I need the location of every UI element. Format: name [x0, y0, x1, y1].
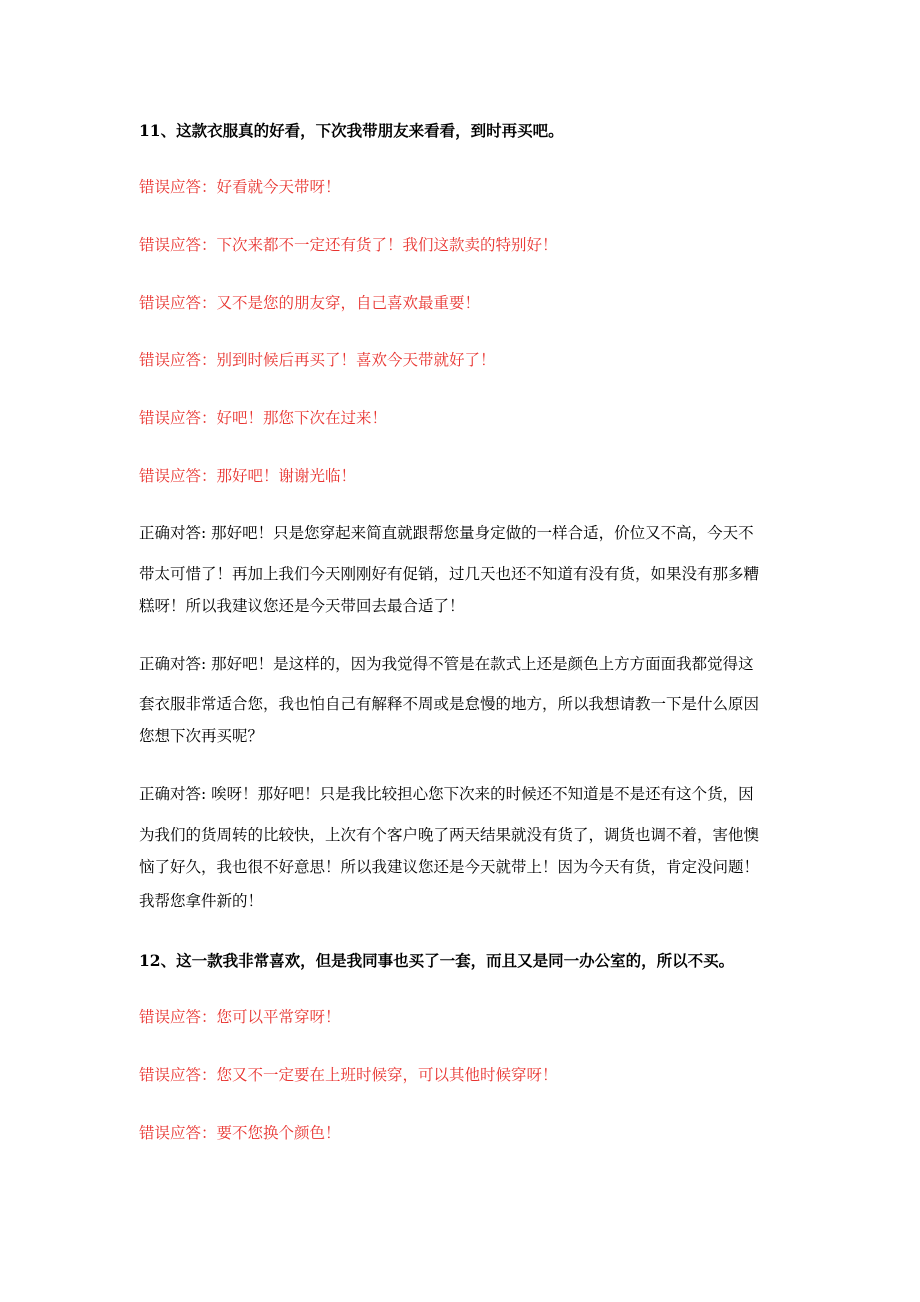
- wrong-answer-11-4: 错误应答：别到时候后再买了！喜欢今天带就好了！: [139, 351, 496, 369]
- correct-answer-11-2-line-2: 套衣服非常适合您，我也怕自己有解释不周或是怠慢的地方，所以我想请教一下是什么原因: [139, 695, 760, 713]
- wrong-answer-11-1: 错误应答：好看就今天带呀！: [139, 178, 341, 196]
- wrong-answer-11-6: 错误应答：那好吧！谢谢光临！: [139, 467, 357, 485]
- wrong-answer-12-1: 错误应答：您可以平常穿呀！: [139, 1008, 341, 1026]
- wrong-answer-12-3: 错误应答：要不您换个颜色！: [139, 1124, 341, 1142]
- correct-answer-11-3-line-3: 恼了好久，我也很不好意思！所以我建议您还是今天就带上！因为今天有货，肯定没问题！: [139, 858, 760, 876]
- wrong-answer-12-2: 错误应答：您又不一定要在上班时候穿，可以其他时候穿呀！: [139, 1066, 558, 1084]
- wrong-answer-11-3: 错误应答：又不是您的朋友穿，自己喜欢最重要！: [139, 294, 481, 312]
- correct-answer-11-1-line-2: 带太可惜了！再加上我们今天刚刚好有促销，过几天也还不知道有没有货，如果没有那多糟: [139, 565, 760, 583]
- correct-answer-11-1-line-3: 糕呀！所以我建议您还是今天带回去最合适了！: [139, 597, 465, 615]
- correct-answer-11-1-line-1: 正确对答: 那好吧！只是您穿起来简直就跟帮您量身定做的一样合适，价位又不高，今天不: [139, 524, 754, 542]
- correct-answer-11-3-line-1: 正确对答: 唉呀！那好吧！只是我比较担心您下次来的时候还不知道是不是还有这个货，因: [139, 785, 754, 803]
- question-11-heading: 11、这款衣服真的好看，下次我带朋友来看看，到时再买吧。: [139, 121, 564, 140]
- correct-answer-11-2-line-3: 您想下次再买呢？: [139, 727, 264, 745]
- wrong-answer-11-2: 错误应答：下次来都不一定还有货了！我们这款卖的特别好！: [139, 236, 558, 254]
- wrong-answer-11-5: 错误应答：好吧！那您下次在过来！: [139, 409, 388, 427]
- correct-answer-11-3-line-2: 为我们的货周转的比较快，上次有个客户晚了两天结果就没有货了，调货也调不着，害他懊: [139, 826, 760, 844]
- correct-answer-11-3-line-4: 我帮您拿件新的！: [139, 892, 264, 910]
- correct-answer-11-2-line-1: 正确对答: 那好吧！是这样的，因为我觉得不管是在款式上还是颜色上方方面面我都觉得这: [139, 655, 754, 673]
- question-12-heading: 12、这一款我非常喜欢，但是我同事也买了一套，而且又是同一办公室的，所以不买。: [139, 951, 735, 970]
